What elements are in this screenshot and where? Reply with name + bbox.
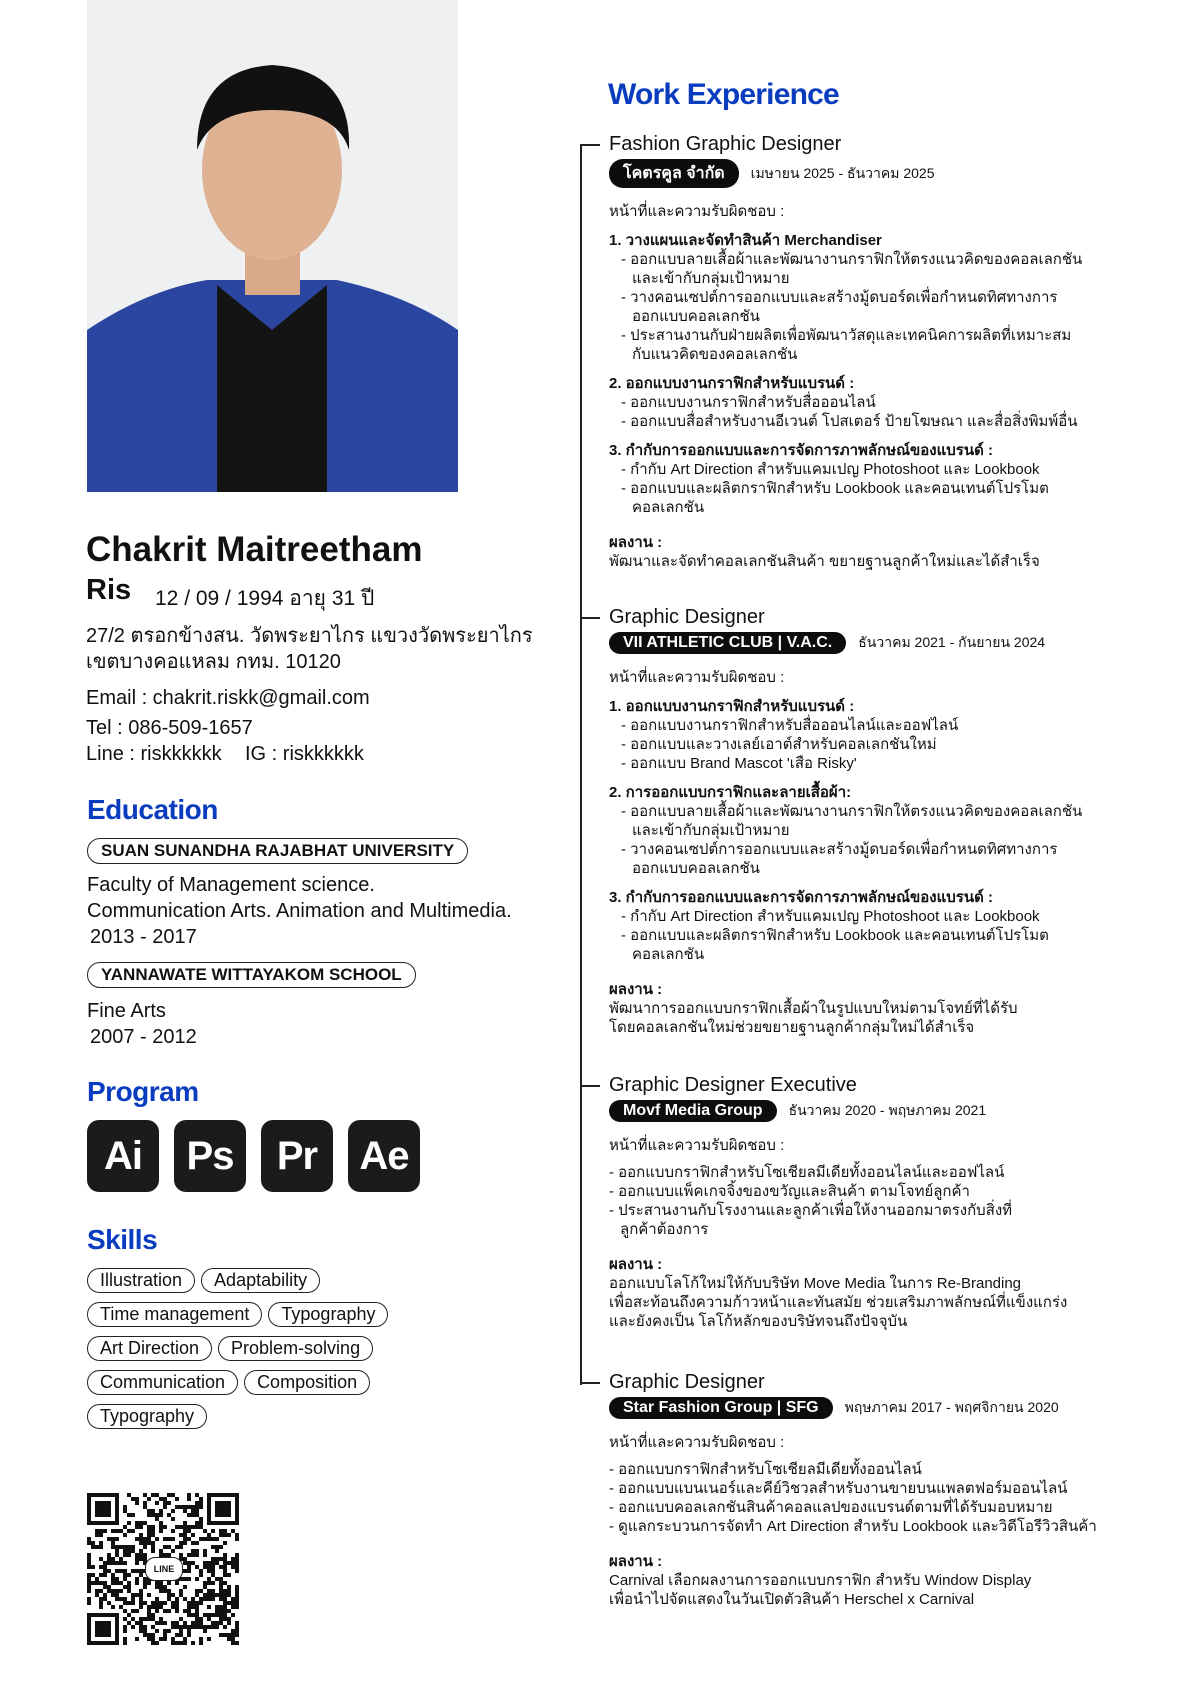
company-row [609,159,1169,188]
timeline-tick [580,617,600,619]
result-line: Carnival เลือกผลงานการออกแบบกราฟิก สำหรับ Window Display [609,1572,1032,1589]
responsibility-item [609,802,1169,840]
job-title: Fashion Graphic Designer [609,133,842,155]
address [86,623,533,675]
responsibility-group-heading: 1. ออกแบบงานกราฟิกสำหรับแบรนด์ : [609,698,855,715]
degree-line: Communication Arts. Animation and Multimedia. [87,900,512,922]
person-photo-icon [87,0,458,492]
item-line: - ออกแบบแบนเนอร์และคีย์วิชวลสำหรับงานขายบนแพลตฟอร์มออนไลน์ [609,1480,1068,1497]
timeline-tick [580,1085,600,1087]
company-badge: VII ATHLETIC CLUB | V.A.C. [609,632,846,654]
skill-tag: Time management [87,1302,262,1327]
address-line: 27/2 ตรอกข้างสน. วัดพระยาไกร แขวงวัดพระยาไกร [86,625,533,647]
degree-line: Faculty of Management science. [87,874,375,896]
skill-tag: Problem-solving [218,1336,373,1361]
line-id: Line : riskkkkkk [86,743,222,765]
result-line: เพื่อนำไปจัดแสดงในวันเปิดตัวสินค้า Herschel x Carnival [609,1591,975,1608]
skill-tag: Communication [87,1370,238,1395]
responsibility-item [609,1182,1169,1201]
item-line: - ออกแบบสื่อสำหรับงานอีเวนต์ โปสเตอร์ ป้ายโฆษณา และสื่อสิ่งพิมพ์อื่น [621,413,1078,430]
item-line: - ประสานงานกับโรงงานและลูกค้าเพื่อให้งานออกมาตรงกับสิ่งที่ [609,1202,1013,1219]
item-line: - ออกแบบและวางเลย์เอาต์สำหรับคอลเลกชันใหม่ [621,736,937,753]
skill-tag: Illustration [87,1268,195,1293]
responsibility-group-heading: 3. กำกับการออกแบบและการจัดการภาพลักษณ์ของแบรนด์ : [609,442,993,459]
item-line: คอลเลกชัน [632,946,705,963]
result-line: เพื่อสะท้อนถึงความก้าวหน้าและทันสมัย ช่วยเสริมภาพลักษณ์ที่แข็งแกร่ง [609,1294,1068,1311]
birth-date-age: 12 / 09 / 1994 อายุ 31 ปี [155,587,375,610]
job-title: Graphic Designer [609,1371,765,1393]
item-line: - ออกแบบแพ็คเกจจิ้งของขวัญและสินค้า ตามโจทย์ลูกค้า [609,1183,970,1200]
item-line: - ออกแบบคอลเลกชันสินค้าคอลแลปของแบรนด์ตามที่ได้รับมอบหมาย [609,1499,1053,1516]
responsibilities-label: หน้าที่และความรับผิดชอบ : [609,1434,785,1451]
address-line: เขตบางคอแหลม กทม. 10120 [86,651,341,673]
result-label: ผลงาน : [609,1256,663,1273]
item-line: - กำกับ Art Direction สำหรับแคมเปญ Photoshoot และ Lookbook [621,461,1040,478]
work-entry [609,132,1169,571]
item-line: - ออกแบบงานกราฟิกสำหรับสื่อออนไลน์ [621,394,876,411]
school-details [87,998,197,1050]
skill-tag: Typography [87,1404,207,1429]
full-name: Chakrit Maitreetham [86,530,423,569]
education-heading: Education [87,794,218,825]
item-line: - ออกแบบลายเสื้อผ้าและพัฒนางานกราฟิกให้ตรงแนวคิดของคอลเลกชัน [621,803,1083,820]
responsibilities-label: หน้าที่และความรับผิดชอบ : [609,669,785,686]
email[interactable]: Email : chakrit.riskk@gmail.com [86,687,370,709]
line-logo: LINE [145,1557,183,1581]
result-line: พัฒนาและจัดทำคอลเลกชันสินค้า ขยายฐานลูกค้าใหม่และได้สำเร็จ [609,553,1040,570]
timeline-tick [580,1382,600,1384]
item-line: - ออกแบบและผลิตกราฟิกสำหรับ Lookbook และคอนเทนต์โปรโมต [621,927,1049,944]
item-line: - ออกแบบงานกราฟิกสำหรับสื่อออนไลน์และออฟไลน์ [621,717,959,734]
result-line: พัฒนาการออกแบบกราฟิกเสื้อผ้าในรูปแบบใหม่ตามโจทย์ที่ได้รับ [609,1000,1018,1017]
line-qr-code [87,1493,239,1645]
spacer [609,1155,1169,1163]
school-name: YANNAWATE WITTAYAKOM SCHOOL [87,962,416,988]
responsibility-item [609,479,1169,517]
responsibilities-label: หน้าที่และความรับผิดชอบ : [609,203,785,220]
employment-dates: ธันวาคม 2020 - พฤษภาคม 2021 [788,1102,987,1118]
responsibility-item [609,1201,1169,1239]
responsibility-item [609,1163,1169,1182]
employment-dates: เมษายน 2025 - ธันวาคม 2025 [750,164,935,181]
item-line: - ประสานงานกับฝ่ายผลิตเพื่อพัฒนาวัสดุและเทคนิคการผลิตที่เหมาะสม [621,327,1072,344]
item-line: - วางคอนเซปต์การออกแบบและสร้างมู้ดบอร์ดเพื่อกำหนดทิศทางการ [621,289,1058,306]
result-label: ผลงาน : [609,1553,663,1570]
item-line: - ออกแบบลายเสื้อผ้าและพัฒนางานกราฟิกให้ตรงแนวคิดของคอลเลกชัน [621,251,1083,268]
school-years: 2013 - 2017 [90,926,197,948]
skill-tag: Composition [244,1370,370,1395]
school-details [87,872,512,950]
item-line: - ออกแบบกราฟิกสำหรับโซเชียลมีเดียทั้งออนไลน์ [609,1461,922,1478]
item-line: และเข้ากับกลุ่มเป้าหมาย [632,270,790,287]
company-row [609,1100,1169,1122]
degree-line: Fine Arts [87,1000,166,1022]
employment-dates: พฤษภาคม 2017 - พฤศจิกายน 2020 [844,1399,1059,1415]
item-line: และเข้ากับกลุ่มเป้าหมาย [632,822,790,839]
item-line: ลูกค้าต้องการ [620,1221,709,1238]
spacer [609,1452,1169,1460]
result-line: ออกแบบโลโก้ใหม่ให้กับบริษัท Move Media ในการ Re-Branding [609,1275,1022,1292]
item-line: ออกแบบคอลเลกชัน [632,860,760,877]
result-line: และยังคงเป็น โลโก้หลักของบริษัทจนถึงปัจจุบัน [609,1313,908,1330]
work-entry [609,605,1169,1037]
timeline-tick [580,144,600,146]
item-line: กับแนวคิดของคอลเลกชัน [632,346,798,363]
responsibility-item [609,393,1169,412]
item-line: ออกแบบคอลเลกชัน [632,308,760,325]
responsibility-item [609,926,1169,964]
skill-tag: Typography [268,1302,388,1327]
premiere-icon: Pr [261,1120,333,1192]
result-line: โดยคอลเลกชันใหม่ช่วยขยายฐานลูกค้ากลุ่มใหม่ได้สำเร็จ [609,1019,975,1036]
timeline-line [580,144,582,1385]
responsibility-item [609,250,1169,288]
school-years: 2007 - 2012 [90,1026,197,1048]
skills-heading: Skills [87,1224,158,1255]
result-label: ผลงาน : [609,981,663,998]
item-line: - ออกแบบและผลิตกราฟิกสำหรับ Lookbook และคอนเทนต์โปรโมต [621,480,1049,497]
item-line: คอลเลกชัน [632,499,705,516]
result-label: ผลงาน : [609,534,663,551]
responsibility-item [609,1479,1169,1498]
responsibility-group-heading: 1. วางแผนและจัดทำสินค้า Merchandiser [609,232,882,249]
company-badge: Movf Media Group [609,1100,777,1122]
responsibility-item [609,840,1169,878]
photoshop-icon: Ps [174,1120,246,1192]
school-pill [87,962,416,988]
school-name: SUAN SUNANDHA RAJABHAT UNIVERSITY [87,838,468,864]
company-badge: โคตรคูล จำกัด [609,159,739,188]
responsibility-item [609,735,1169,754]
after-effects-icon: Ae [348,1120,420,1192]
responsibility-group-heading: 2. ออกแบบงานกราฟิกสำหรับแบรนด์ : [609,375,855,392]
item-line: - ออกแบบ Brand Mascot 'เสือ Risky' [621,755,857,772]
item-line: - กำกับ Art Direction สำหรับแคมเปญ Photoshoot และ Lookbook [621,908,1040,925]
work-entry [609,1073,1169,1331]
job-title: Graphic Designer [609,606,765,628]
responsibility-item [609,326,1169,364]
employment-dates: ธันวาคม 2021 - กันยายน 2024 [858,634,1046,650]
item-line: - ดูแลกระบวนการจัดทำ Art Direction สำหรับ Lookbook และวิดีโอรีวิวสินค้า [609,1518,1097,1535]
program-icons [87,1120,420,1192]
program-heading: Program [87,1076,199,1107]
responsibility-group-heading: 2. การออกแบบกราฟิกและลายเสื้อผ้า: [609,784,852,801]
instagram-id: IG : riskkkkkk [245,743,364,765]
responsibility-item [609,907,1169,926]
school-pill [87,838,468,864]
work-experience-heading: Work Experience [608,78,839,111]
illustrator-icon: Ai [87,1120,159,1192]
skill-tag: Adaptability [201,1268,320,1293]
phone[interactable]: Tel : 086-509-1657 [86,717,253,739]
nickname: Ris [86,574,132,606]
item-line: - วางคอนเซปต์การออกแบบและสร้างมู้ดบอร์ดเพื่อกำหนดทิศทางการ [621,841,1058,858]
profile-photo [87,0,458,492]
responsibility-item [609,460,1169,479]
company-row [609,1397,1169,1419]
work-entry [609,1370,1169,1609]
responsibility-item [609,754,1169,773]
responsibility-item [609,716,1169,735]
responsibilities-label: หน้าที่และความรับผิดชอบ : [609,1137,785,1154]
skills-list [87,1268,447,1438]
responsibility-item [609,288,1169,326]
responsibility-item [609,1517,1169,1536]
responsibility-item [609,1460,1169,1479]
job-title: Graphic Designer Executive [609,1074,857,1096]
responsibility-group-heading: 3. กำกับการออกแบบและการจัดการภาพลักษณ์ของแบรนด์ : [609,889,993,906]
responsibility-item [609,412,1169,431]
responsibility-item [609,1498,1169,1517]
item-line: - ออกแบบกราฟิกสำหรับโซเชียลมีเดียทั้งออนไลน์และออฟไลน์ [609,1164,1005,1181]
company-badge: Star Fashion Group | SFG [609,1397,833,1419]
company-row [609,632,1169,654]
skill-tag: Art Direction [87,1336,212,1361]
